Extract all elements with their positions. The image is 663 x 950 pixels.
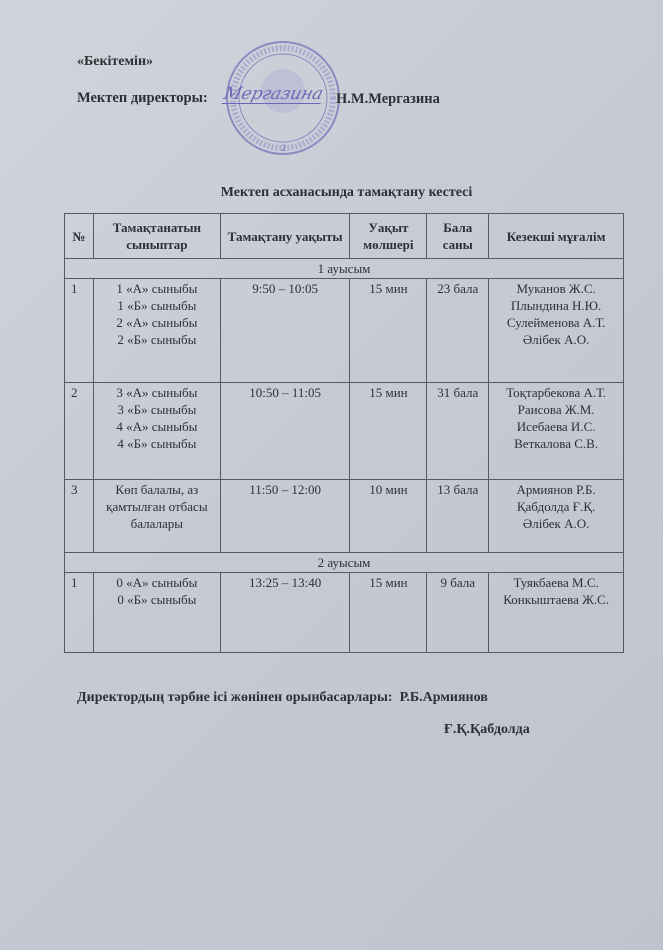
shift-row — [65, 553, 624, 573]
teacher-name: Муканов Ж.С. — [516, 281, 596, 296]
child-count: 31 бала — [427, 383, 489, 480]
teacher-name: Веткалова С.В. — [514, 436, 599, 451]
table-row — [65, 573, 624, 653]
teacher-name: Әлібек А.О. — [522, 332, 590, 347]
column-header: Бала саны — [427, 214, 489, 259]
deputy-label: Директордың тәрбие ісі жөнінен орынбасарлары: — [77, 690, 393, 705]
teacher-name: Қабдолда Ғ.Қ. — [516, 499, 596, 514]
meal-time: 10:50 – 11:05 — [220, 383, 350, 480]
classes-cell — [93, 279, 220, 383]
class-name: 3 «Б» сыныбы — [117, 402, 197, 417]
class-name: 0 «А» сыныбы — [116, 575, 198, 590]
deputy-name-2: Ғ.Қ.Қабдолда — [444, 722, 530, 737]
class-name: 2 «А» сыныбы — [116, 315, 198, 330]
classes-cell — [93, 480, 220, 553]
teacher-name: Әлібек А.О. — [522, 516, 590, 531]
svg-text:2: 2 — [281, 144, 287, 154]
row-number: 1 — [65, 573, 94, 653]
duration: 15 мин — [350, 383, 427, 480]
duration: 15 мин — [350, 573, 427, 653]
duration: 10 мин — [350, 480, 427, 553]
table-row — [65, 279, 624, 383]
director-name: Н.М.Мергазина — [336, 91, 440, 107]
class-name: 3 «А» сыныбы — [116, 385, 198, 400]
column-header: Кезекші мұғалім — [489, 214, 624, 259]
column-header: Уақыт мөлшері — [350, 214, 427, 259]
duration: 15 мин — [350, 279, 427, 383]
deputy-name-1: Р.Б.Армиянов — [399, 690, 488, 705]
class-name: 4 «А» сыныбы — [116, 419, 198, 434]
class-name: 4 «Б» сыныбы — [117, 436, 197, 451]
document-title: Мектеп асханасында тамақтану кестесі — [220, 185, 473, 200]
classes-cell — [93, 383, 220, 480]
table-row — [65, 383, 624, 480]
child-count: 13 бала — [427, 480, 489, 553]
teacher-name: Армиянов Р.Б. — [516, 482, 596, 497]
class-name: 2 «Б» сыныбы — [117, 332, 197, 347]
deputy-line — [77, 690, 488, 706]
teacher-name: Сулейменова А.Т. — [506, 315, 606, 330]
classes-cell — [93, 573, 220, 653]
teacher-name: Туякбаева М.С. — [513, 575, 599, 590]
meal-time: 13:25 – 13:40 — [220, 573, 350, 653]
teacher-name: Плындина Н.Ю. — [510, 298, 602, 313]
child-count: 9 бала — [427, 573, 489, 653]
duty-teachers-cell — [489, 383, 624, 480]
shift-row — [65, 259, 624, 279]
shift-label: 1 ауысым — [65, 259, 624, 279]
teacher-name: Тоқтарбекова А.Т. — [506, 385, 606, 400]
column-header: Тамақтанатын сыныптар — [93, 214, 220, 259]
row-number: 3 — [65, 480, 94, 553]
teacher-name: Конкыштаева Ж.С. — [503, 592, 609, 607]
row-number: 1 — [65, 279, 94, 383]
class-name: 1 «А» сыныбы — [116, 281, 198, 296]
teacher-name: Раисова Ж.М. — [517, 402, 595, 417]
duty-teachers-cell — [489, 279, 624, 383]
schedule-table — [64, 213, 624, 653]
approval-heading: «Бекітемін» — [77, 54, 154, 69]
class-name: Көп балалы, аз қамтылған отбасы балалары — [106, 482, 208, 531]
meal-time: 11:50 – 12:00 — [220, 480, 350, 553]
table-header-row — [65, 214, 624, 259]
duty-teachers-cell — [489, 573, 624, 653]
meal-time: 9:50 – 10:05 — [220, 279, 350, 383]
child-count: 23 бала — [427, 279, 489, 383]
director-label: Мектеп директоры: — [77, 90, 208, 106]
director-signature: Мергазина — [221, 84, 326, 104]
row-number: 2 — [65, 383, 94, 480]
table-row — [65, 480, 624, 553]
teacher-name: Исебаева И.С. — [516, 419, 596, 434]
column-header: № — [65, 214, 94, 259]
column-header: Тамақтану уақыты — [220, 214, 350, 259]
class-name: 1 «Б» сыныбы — [117, 298, 197, 313]
shift-label: 2 ауысым — [65, 553, 624, 573]
class-name: 0 «Б» сыныбы — [117, 592, 197, 607]
duty-teachers-cell — [489, 480, 624, 553]
